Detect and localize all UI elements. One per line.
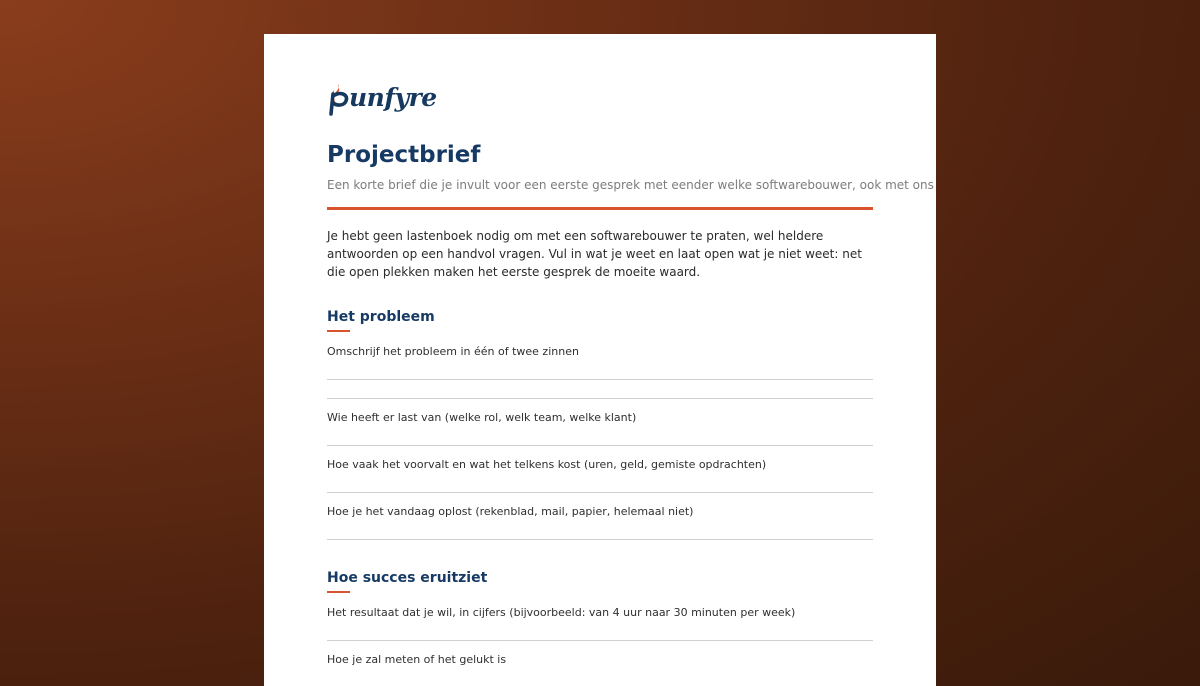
- question-label: Hoe vaak het voorvalt en wat het telkens kost (uren, geld, gemiste opdrachten): [327, 458, 767, 471]
- answer-line[interactable]: [327, 640, 873, 641]
- answer-line[interactable]: [327, 539, 873, 540]
- section-title-problem: Het probleem: [327, 309, 435, 325]
- title-divider: [327, 207, 873, 210]
- intro-paragraph: Je hebt geen lastenboek nodig om met een softwarebouwer te praten, wel heldere antwoorden op een handvol vragen. Vul in wat je weet en laat open wat je niet weet: net die open plekken maken het eerste gesprek de moeite waard.: [327, 229, 862, 279]
- section-underline: [327, 591, 350, 593]
- section-underline: [327, 330, 350, 332]
- question-label: Hoe je het vandaag oplost (rekenblad, mail, papier, helemaal niet): [327, 505, 694, 518]
- page-title: Projectbrief: [327, 142, 481, 168]
- brand-wordmark: unfyre: [349, 83, 437, 112]
- question-label: Het resultaat dat je wil, in cijfers (bijvoorbeeld: van 4 uur naar 30 minuten per week): [327, 606, 796, 619]
- question-label: Wie heeft er last van (welke rol, welk team, welke klant): [327, 411, 637, 424]
- answer-line[interactable]: [327, 398, 873, 399]
- answer-line[interactable]: [327, 492, 873, 493]
- section-title-success: Hoe succes eruitziet: [327, 570, 488, 586]
- question-label: Omschrijf het probleem in één of twee zinnen: [327, 345, 579, 358]
- answer-line[interactable]: [327, 445, 873, 446]
- question-label: Hoe je zal meten of het gelukt is: [327, 653, 507, 666]
- answer-line[interactable]: [327, 379, 873, 380]
- page-subtitle: Een korte brief die je invult voor een eerste gesprek met eender welke softwarebouwer, ook met ons: [327, 178, 934, 192]
- document-page: [264, 34, 936, 686]
- brand-logo: [327, 80, 437, 116]
